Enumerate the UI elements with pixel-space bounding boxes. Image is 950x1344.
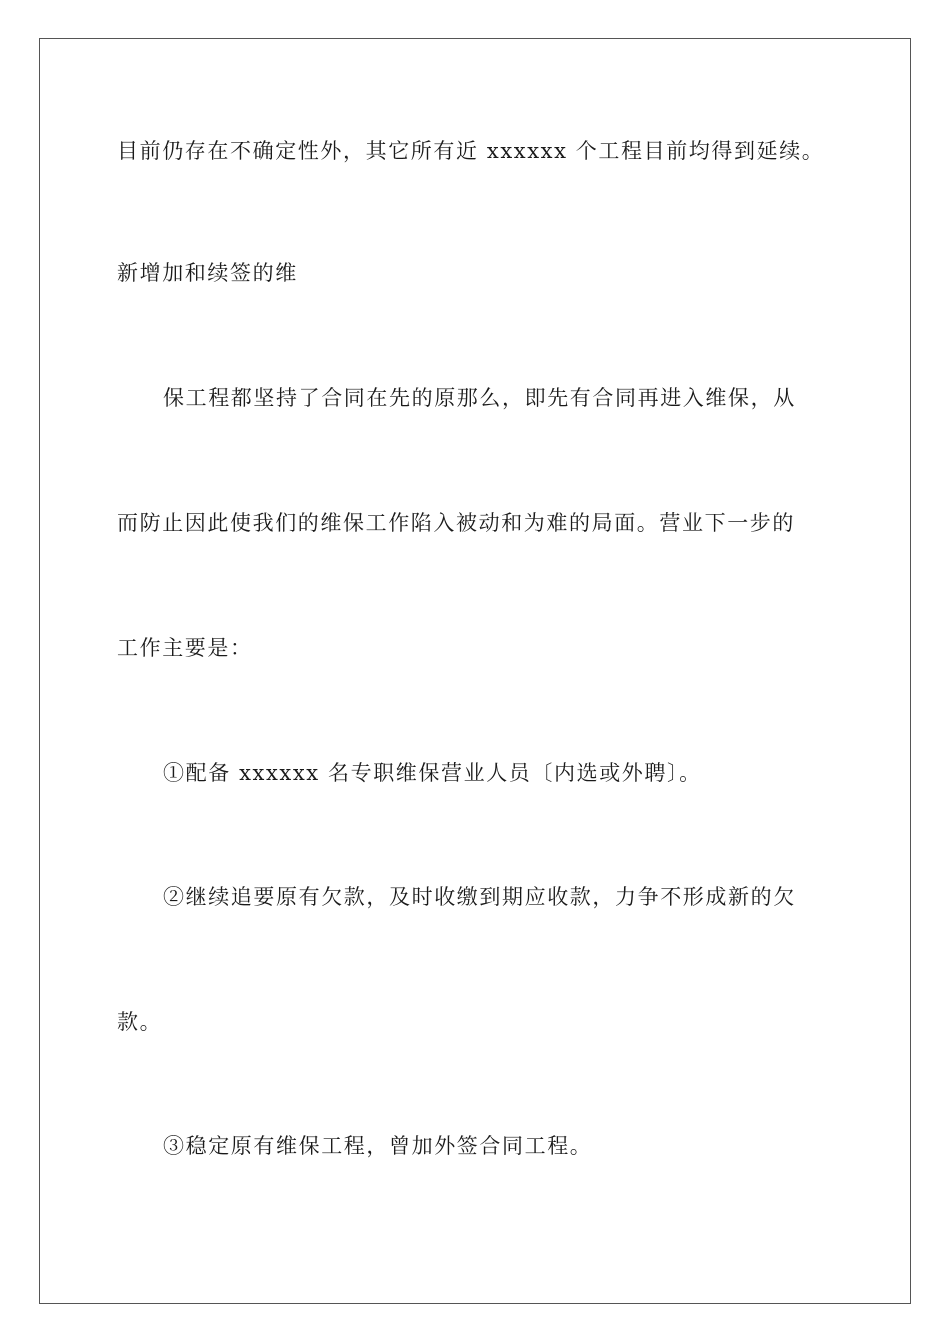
paragraph-line: 款。 <box>117 1010 163 1034</box>
list-item: ③稳定原有维保工程，曾加外签合同工程。 <box>163 1134 593 1158</box>
list-item: ②继续追要原有欠款，及时收缴到期应收款，力争不形成新的欠 <box>163 885 796 909</box>
page-border <box>39 38 911 1304</box>
paragraph-line: 保工程都坚持了合同在先的原那么，即先有合同再进入维保，从 <box>163 386 796 410</box>
paragraph-line: 新增加和续签的维 <box>117 261 298 285</box>
list-item: ①配备 xxxxxx 名专职维保营业人员〔内选或外聘〕。 <box>163 761 702 785</box>
paragraph-line: 目前仍存在不确定性外，其它所有近 xxxxxx 个工程目前均得到延续。 <box>117 139 825 163</box>
paragraph-line: 而防止因此使我们的维保工作陷入被动和为难的局面。营业下一步的 <box>117 511 795 535</box>
paragraph-line: 工作主要是： <box>117 636 253 660</box>
